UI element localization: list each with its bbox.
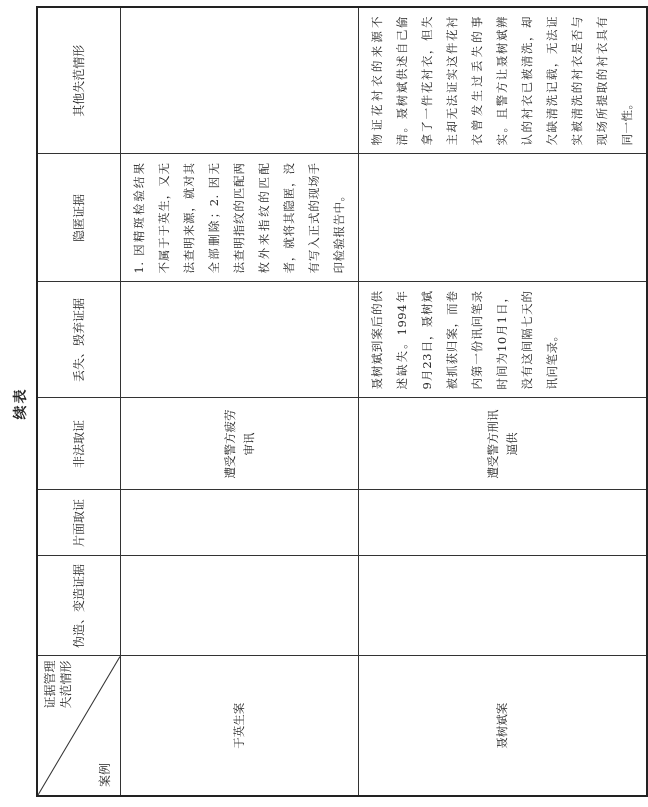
hidden-cell xyxy=(359,154,648,282)
table-row xyxy=(359,7,648,796)
illegal-cell: 遭受警方刑讯逼供 xyxy=(359,398,648,490)
lost-cell: 聂树斌到案后的供述缺失。1994年9月23日，聂树斌被抓获归案，而卷内第一份讯问笔录时间为10月1日，没有这间隔七天的讯问笔录。 xyxy=(359,282,648,398)
case-name-cell: 聂树斌案 xyxy=(359,656,648,796)
page-title: 续表 xyxy=(13,387,29,420)
onesided-cell xyxy=(121,490,359,556)
onesided-cell xyxy=(359,490,648,556)
table-header-row xyxy=(37,7,121,796)
other-cell xyxy=(121,7,359,154)
header-corner-top-line1: 证据管理 xyxy=(43,660,57,709)
lost-cell xyxy=(121,282,359,398)
header-corner-top xyxy=(42,661,74,709)
forge-cell xyxy=(121,556,359,656)
forge-cell xyxy=(359,556,648,656)
header-corner-cell xyxy=(37,656,121,796)
table-row xyxy=(121,7,359,796)
illegal-cell: 遭受警方疲劳审讯 xyxy=(121,398,359,490)
header-hidden: 隐匿证据 xyxy=(37,154,121,282)
evidence-table xyxy=(36,6,648,797)
hidden-cell: 1. 因精斑检验结果不属于于英生，又无法查明来源，就对其全部删除；2. 因无法查明指纹的匹配两枚外来指纹的匹配者，就将其隐匿，没有写入正式的现场手印检验报告中。 xyxy=(121,154,359,282)
case-name-cell: 于英生案 xyxy=(121,656,359,796)
header-corner-bottom: 案例 xyxy=(98,762,112,787)
header-onesided: 片面取证 xyxy=(37,490,121,556)
header-corner-top-line2: 失范情形 xyxy=(59,660,73,709)
header-forge: 伪造、变造证据 xyxy=(37,556,121,656)
header-illegal: 非法取证 xyxy=(37,398,121,490)
header-other: 其他失范情形 xyxy=(37,7,121,154)
header-lost: 丢失、毁弃证据 xyxy=(37,282,121,398)
other-cell: 物证花衬衣的来源不清。聂树斌供述自己偷拿了一件花衬衣，但失主却无法证实这件花衬衣曾发生过丢失的事实。且警方让聂树斌辨认的衬衣已被清洗，却欠缺清洗记载，无法证实被清洗的衬衣是否与现场所提取的衬衣具有同一性。 xyxy=(359,7,648,154)
